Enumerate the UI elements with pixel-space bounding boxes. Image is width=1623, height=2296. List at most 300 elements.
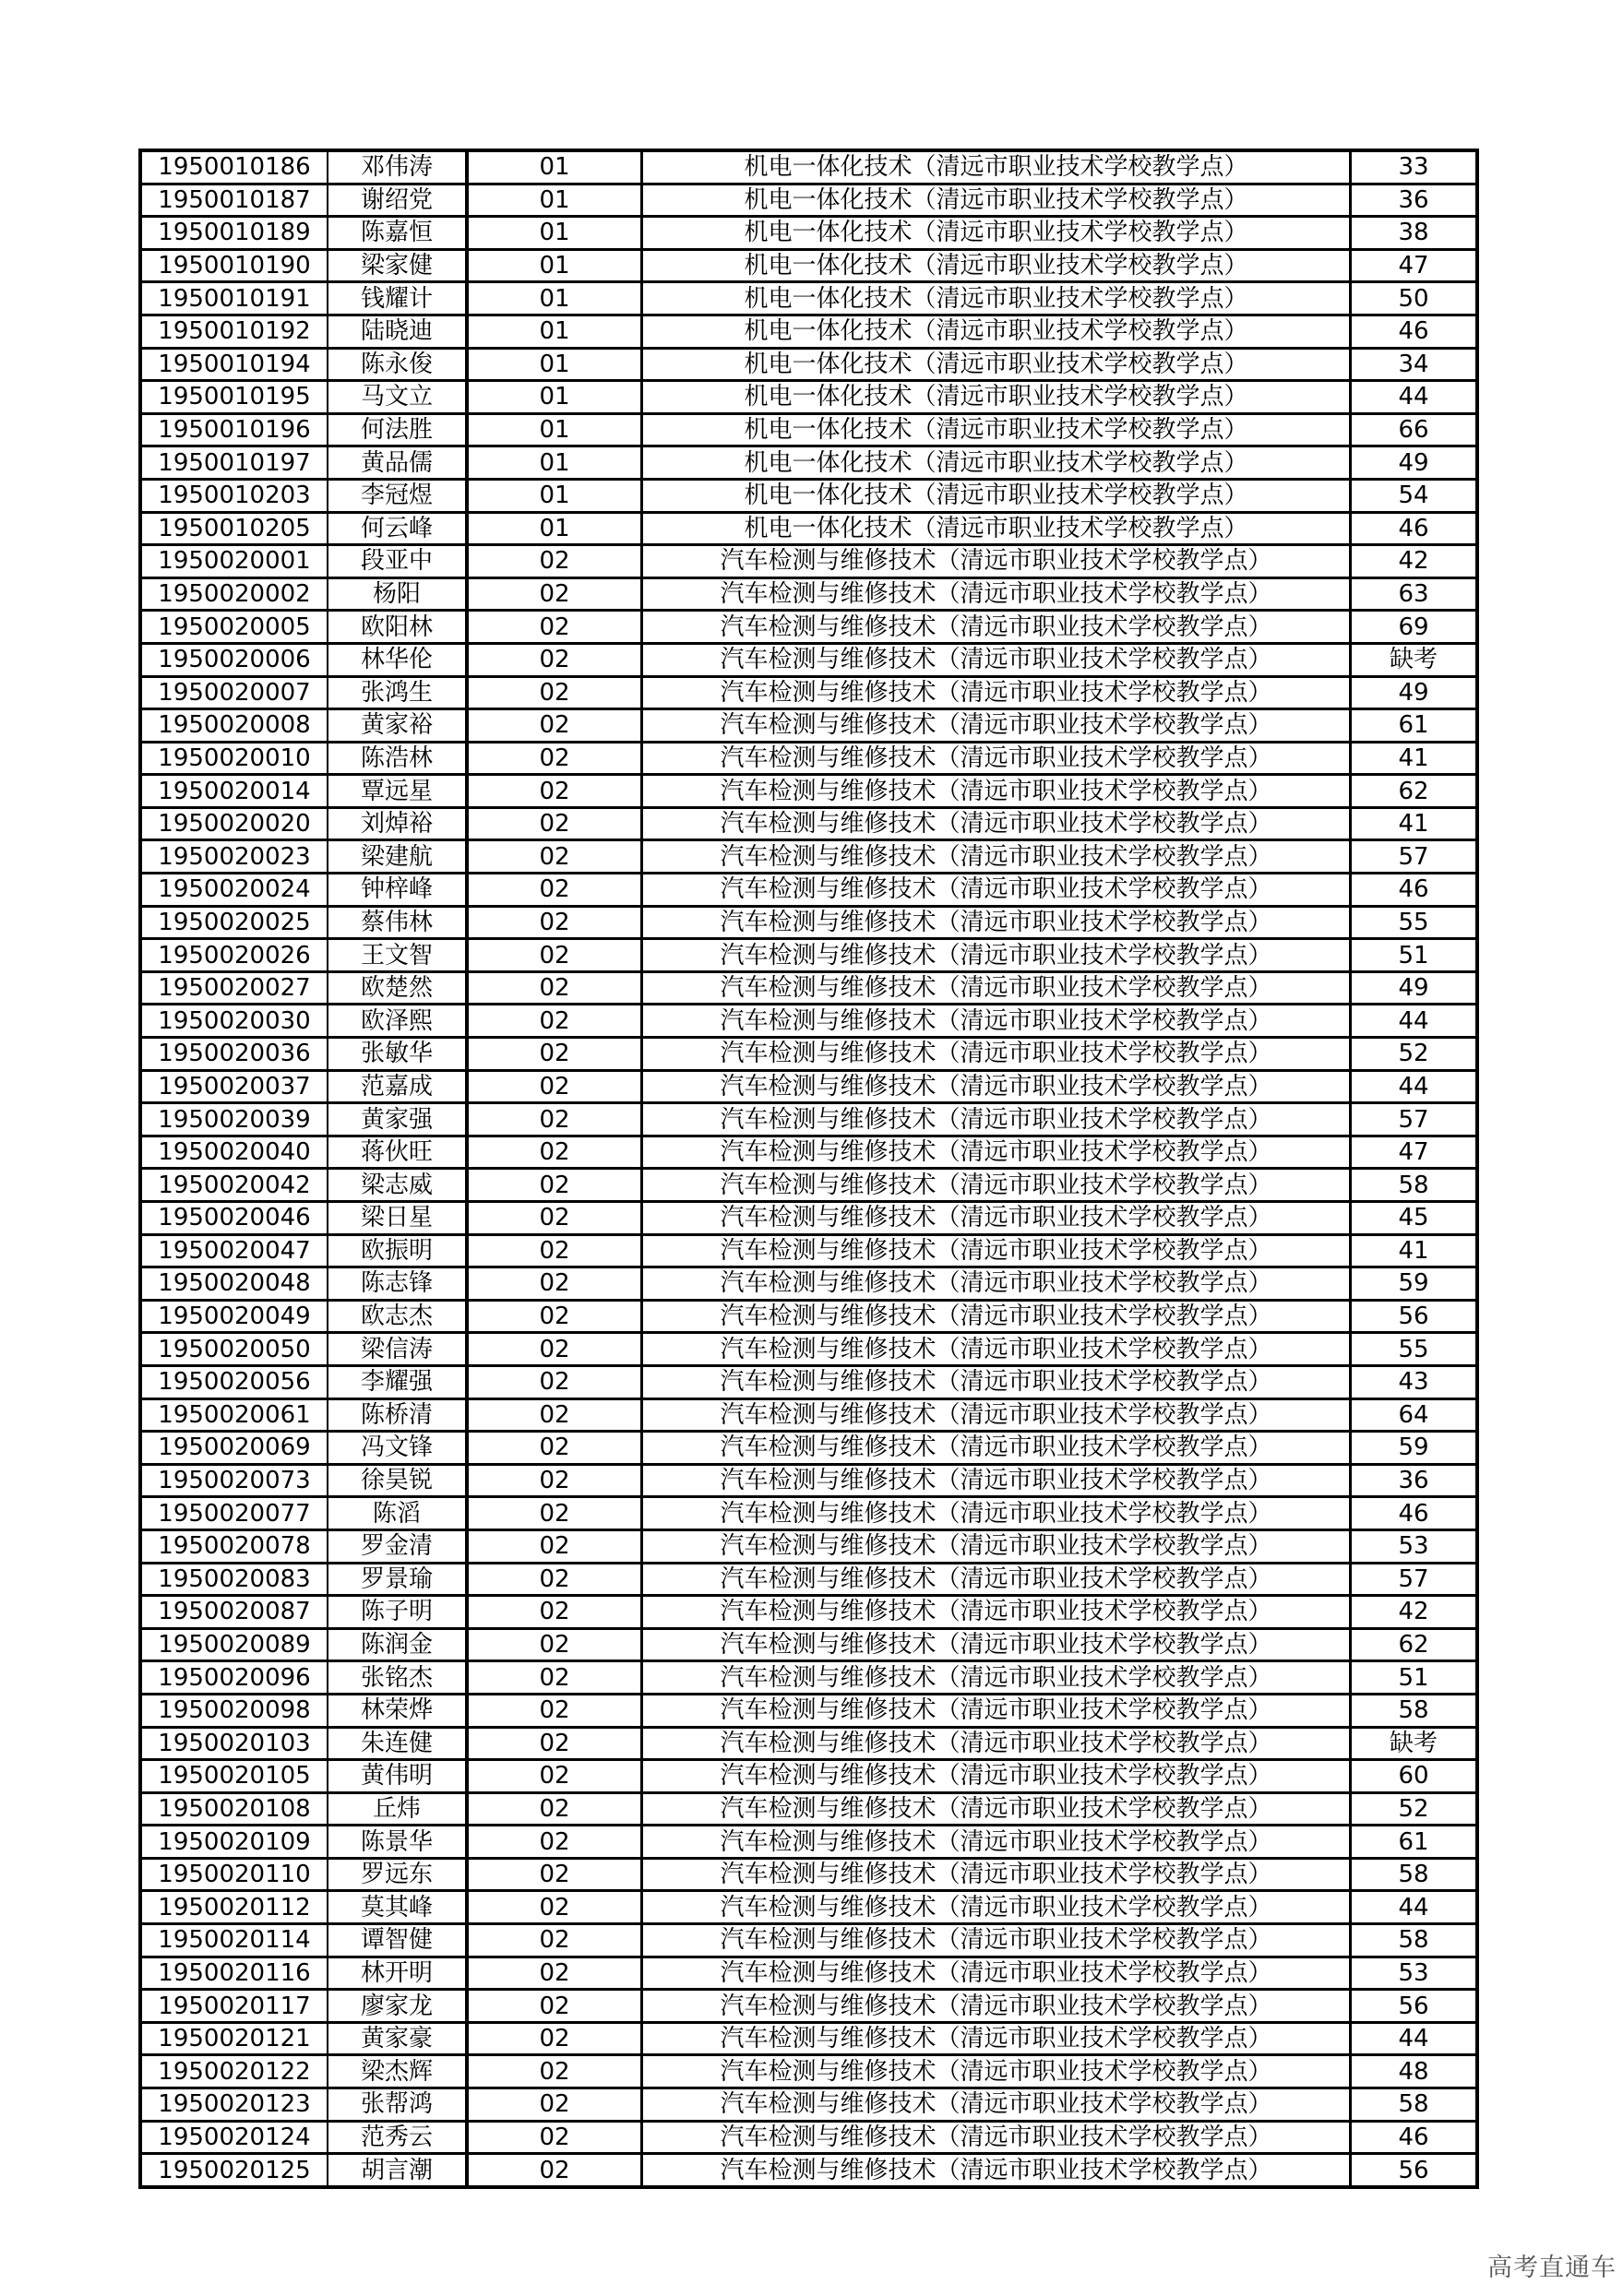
- table-row: [140, 1398, 1477, 1432]
- table-row: [140, 1858, 1477, 1891]
- major-code-cell: 01: [467, 446, 642, 480]
- major-code-cell: 02: [467, 1596, 642, 1629]
- student-name-cell: 张铭杰: [328, 1661, 467, 1695]
- major-code-cell: 01: [467, 217, 642, 250]
- table-row: [140, 939, 1477, 972]
- student-name-cell: 陈浩林: [328, 742, 467, 775]
- major-code-cell: 02: [467, 775, 642, 808]
- major-code-cell: 02: [467, 1628, 642, 1661]
- table-row: [140, 413, 1477, 446]
- score-cell: 44: [1351, 2022, 1478, 2055]
- major-code-cell: 02: [467, 1497, 642, 1530]
- major-name-cell: 汽车检测与维修技术（清远市职业技术学校教学点）: [642, 2154, 1351, 2187]
- student-name-cell: 梁家健: [328, 249, 467, 282]
- table-row: [140, 1497, 1477, 1530]
- table-row: [140, 1169, 1477, 1202]
- table-row: [140, 1891, 1477, 1924]
- watermark-text: 高考直通车: [1487, 2254, 1617, 2282]
- major-name-cell: 机电一体化技术（清远市职业技术学校教学点）: [642, 282, 1351, 315]
- major-name-cell: 汽车检测与维修技术（清远市职业技术学校教学点）: [642, 2088, 1351, 2122]
- score-cell: 54: [1351, 479, 1478, 512]
- major-name-cell: 汽车检测与维修技术（清远市职业技术学校教学点）: [642, 1103, 1351, 1136]
- student-id-cell: 1950020050: [140, 1333, 328, 1366]
- major-name-cell: 汽车检测与维修技术（清远市职业技术学校教学点）: [642, 874, 1351, 907]
- table-row: [140, 1103, 1477, 1136]
- major-code-cell: 02: [467, 807, 642, 840]
- score-cell: 57: [1351, 1563, 1478, 1596]
- score-cell: 64: [1351, 1398, 1478, 1432]
- major-name-cell: 汽车检测与维修技术（清远市职业技术学校教学点）: [642, 1234, 1351, 1267]
- major-code-cell: 02: [467, 874, 642, 907]
- score-cell: 46: [1351, 315, 1478, 348]
- major-name-cell: 汽车检测与维修技术（清远市职业技术学校教学点）: [642, 2055, 1351, 2088]
- student-name-cell: 陈滔: [328, 1497, 467, 1530]
- major-name-cell: 汽车检测与维修技术（清远市职业技术学校教学点）: [642, 807, 1351, 840]
- student-id-cell: 1950020039: [140, 1103, 328, 1136]
- major-name-cell: 汽车检测与维修技术（清远市职业技术学校教学点）: [642, 1760, 1351, 1793]
- student-name-cell: 范秀云: [328, 2121, 467, 2154]
- major-name-cell: 汽车检测与维修技术（清远市职业技术学校教学点）: [642, 1529, 1351, 1563]
- major-code-cell: 02: [467, 1694, 642, 1727]
- student-id-cell: 1950020024: [140, 874, 328, 907]
- student-id-cell: 1950020069: [140, 1432, 328, 1465]
- major-name-cell: 机电一体化技术（清远市职业技术学校教学点）: [642, 348, 1351, 381]
- score-cell: 58: [1351, 1169, 1478, 1202]
- student-name-cell: 黄家豪: [328, 2022, 467, 2055]
- student-id-cell: 1950010196: [140, 413, 328, 446]
- student-name-cell: 莫其峰: [328, 1891, 467, 1924]
- major-code-cell: 02: [467, 742, 642, 775]
- score-cell: 55: [1351, 906, 1478, 939]
- major-code-cell: 02: [467, 577, 642, 611]
- major-name-cell: 机电一体化技术（清远市职业技术学校教学点）: [642, 184, 1351, 217]
- student-name-cell: 欧楚然: [328, 971, 467, 1005]
- table-row: [140, 1365, 1477, 1398]
- table-row: [140, 643, 1477, 676]
- student-id-cell: 1950020098: [140, 1694, 328, 1727]
- student-id-cell: 1950020103: [140, 1727, 328, 1760]
- student-id-cell: 1950020027: [140, 971, 328, 1005]
- major-name-cell: 汽车检测与维修技术（清远市职业技术学校教学点）: [642, 1826, 1351, 1859]
- student-name-cell: 陈子明: [328, 1596, 467, 1629]
- student-id-cell: 1950020010: [140, 742, 328, 775]
- major-code-cell: 02: [467, 1432, 642, 1465]
- table-row: [140, 1300, 1477, 1333]
- score-cell: 46: [1351, 1497, 1478, 1530]
- student-name-cell: 邓伟涛: [328, 150, 467, 184]
- table-row: [140, 1957, 1477, 1990]
- student-name-cell: 段亚中: [328, 545, 467, 578]
- student-name-cell: 欧泽熙: [328, 1005, 467, 1038]
- table-row: [140, 1694, 1477, 1727]
- score-cell: 63: [1351, 577, 1478, 611]
- student-id-cell: 1950010205: [140, 512, 328, 545]
- student-id-cell: 1950010195: [140, 381, 328, 414]
- student-id-cell: 1950020089: [140, 1628, 328, 1661]
- score-cell: 58: [1351, 2088, 1478, 2122]
- major-code-cell: 02: [467, 1661, 642, 1695]
- student-name-cell: 梁杰辉: [328, 2055, 467, 2088]
- student-id-cell: 1950020048: [140, 1267, 328, 1301]
- student-id-cell: 1950020061: [140, 1398, 328, 1432]
- student-id-cell: 1950020037: [140, 1070, 328, 1103]
- student-name-cell: 林华伦: [328, 643, 467, 676]
- student-name-cell: 梁日星: [328, 1202, 467, 1235]
- score-cell: 53: [1351, 1957, 1478, 1990]
- student-id-cell: 1950010189: [140, 217, 328, 250]
- student-name-cell: 陈志锋: [328, 1267, 467, 1301]
- student-name-cell: 覃远星: [328, 775, 467, 808]
- score-cell: 69: [1351, 611, 1478, 644]
- major-code-cell: 02: [467, 611, 642, 644]
- table-row: [140, 282, 1477, 315]
- student-name-cell: 廖家龙: [328, 1990, 467, 2023]
- table-row: [140, 1661, 1477, 1695]
- table-row: [140, 577, 1477, 611]
- major-code-cell: 02: [467, 1398, 642, 1432]
- table-row: [140, 2154, 1477, 2187]
- score-cell: 57: [1351, 1103, 1478, 1136]
- major-code-cell: 02: [467, 545, 642, 578]
- table-row: [140, 906, 1477, 939]
- student-name-cell: 李耀强: [328, 1365, 467, 1398]
- table-row: [140, 676, 1477, 709]
- student-id-cell: 1950020116: [140, 1957, 328, 1990]
- student-id-cell: 1950020002: [140, 577, 328, 611]
- table-row: [140, 1924, 1477, 1957]
- student-name-cell: 蔡伟林: [328, 906, 467, 939]
- major-name-cell: 汽车检测与维修技术（清远市职业技术学校教学点）: [642, 1333, 1351, 1366]
- major-code-cell: 02: [467, 1169, 642, 1202]
- student-id-cell: 1950020108: [140, 1792, 328, 1826]
- student-id-cell: 1950020117: [140, 1990, 328, 2023]
- major-code-cell: 02: [467, 1464, 642, 1497]
- student-id-cell: 1950020025: [140, 906, 328, 939]
- table-row: [140, 1628, 1477, 1661]
- table-row: [140, 184, 1477, 217]
- major-name-cell: 汽车检测与维修技术（清远市职业技术学校教学点）: [642, 1858, 1351, 1891]
- student-name-cell: 冯文锋: [328, 1432, 467, 1465]
- table-row: [140, 2055, 1477, 2088]
- table-row: [140, 2088, 1477, 2122]
- table-row: [140, 807, 1477, 840]
- major-name-cell: 汽车检测与维修技术（清远市职业技术学校教学点）: [642, 971, 1351, 1005]
- table-row: [140, 1464, 1477, 1497]
- table-row: [140, 1826, 1477, 1859]
- student-name-cell: 蒋伙旺: [328, 1136, 467, 1169]
- major-name-cell: 机电一体化技术（清远市职业技术学校教学点）: [642, 512, 1351, 545]
- major-code-cell: 01: [467, 413, 642, 446]
- student-id-cell: 1950020096: [140, 1661, 328, 1695]
- student-name-cell: 黄家强: [328, 1103, 467, 1136]
- major-name-cell: 机电一体化技术（清远市职业技术学校教学点）: [642, 381, 1351, 414]
- major-code-cell: 02: [467, 1267, 642, 1301]
- student-name-cell: 何法胜: [328, 413, 467, 446]
- major-name-cell: 机电一体化技术（清远市职业技术学校教学点）: [642, 446, 1351, 480]
- student-id-cell: 1950010192: [140, 315, 328, 348]
- score-cell: 57: [1351, 840, 1478, 874]
- score-cell: 45: [1351, 1202, 1478, 1235]
- student-id-cell: 1950010191: [140, 282, 328, 315]
- student-id-cell: 1950020087: [140, 1596, 328, 1629]
- major-code-cell: 02: [467, 1038, 642, 1071]
- score-cell: 44: [1351, 1891, 1478, 1924]
- score-cell: 58: [1351, 1924, 1478, 1957]
- student-id-cell: 1950010197: [140, 446, 328, 480]
- major-name-cell: 机电一体化技术（清远市职业技术学校教学点）: [642, 315, 1351, 348]
- major-name-cell: 汽车检测与维修技术（清远市职业技术学校教学点）: [642, 939, 1351, 972]
- student-id-cell: 1950010186: [140, 150, 328, 184]
- major-name-cell: 汽车检测与维修技术（清远市职业技术学校教学点）: [642, 2022, 1351, 2055]
- major-name-cell: 汽车检测与维修技术（清远市职业技术学校教学点）: [642, 1038, 1351, 1071]
- student-name-cell: 丘炜: [328, 1792, 467, 1826]
- score-cell: 46: [1351, 512, 1478, 545]
- student-name-cell: 梁志威: [328, 1169, 467, 1202]
- table-row: [140, 874, 1477, 907]
- major-name-cell: 汽车检测与维修技术（清远市职业技术学校教学点）: [642, 2121, 1351, 2154]
- major-code-cell: 02: [467, 676, 642, 709]
- major-code-cell: 02: [467, 1333, 642, 1366]
- table-row: [140, 611, 1477, 644]
- major-name-cell: 汽车检测与维修技术（清远市职业技术学校教学点）: [642, 840, 1351, 874]
- student-name-cell: 谢绍党: [328, 184, 467, 217]
- score-cell: 47: [1351, 1136, 1478, 1169]
- score-cell: 60: [1351, 1760, 1478, 1793]
- table-row: [140, 2022, 1477, 2055]
- major-code-cell: 02: [467, 2121, 642, 2154]
- table-row: [140, 1038, 1477, 1071]
- student-name-cell: 罗景瑜: [328, 1563, 467, 1596]
- student-name-cell: 钟梓峰: [328, 874, 467, 907]
- major-code-cell: 02: [467, 971, 642, 1005]
- score-cell: 42: [1351, 545, 1478, 578]
- table-row: [140, 1563, 1477, 1596]
- student-name-cell: 林荣烨: [328, 1694, 467, 1727]
- score-cell: 46: [1351, 2121, 1478, 2154]
- major-code-cell: 01: [467, 381, 642, 414]
- major-code-cell: 02: [467, 709, 642, 743]
- student-name-cell: 黄品儒: [328, 446, 467, 480]
- table-row: [140, 217, 1477, 250]
- major-name-cell: 机电一体化技术（清远市职业技术学校教学点）: [642, 217, 1351, 250]
- major-code-cell: 01: [467, 479, 642, 512]
- major-name-cell: 汽车检测与维修技术（清远市职业技术学校教学点）: [642, 742, 1351, 775]
- student-name-cell: 谭智健: [328, 1924, 467, 1957]
- major-code-cell: 02: [467, 1792, 642, 1826]
- student-id-cell: 1950010194: [140, 348, 328, 381]
- major-name-cell: 汽车检测与维修技术（清远市职业技术学校教学点）: [642, 775, 1351, 808]
- score-cell: 49: [1351, 971, 1478, 1005]
- major-code-cell: 02: [467, 1070, 642, 1103]
- score-cell: 52: [1351, 1038, 1478, 1071]
- major-code-cell: 02: [467, 2088, 642, 2122]
- major-code-cell: 01: [467, 512, 642, 545]
- student-name-cell: 陆晓迪: [328, 315, 467, 348]
- student-id-cell: 1950020006: [140, 643, 328, 676]
- table-row: [140, 1792, 1477, 1826]
- student-id-cell: 1950020005: [140, 611, 328, 644]
- student-id-cell: 1950010190: [140, 249, 328, 282]
- student-id-cell: 1950010203: [140, 479, 328, 512]
- student-id-cell: 1950020046: [140, 1202, 328, 1235]
- score-cell: 62: [1351, 775, 1478, 808]
- major-name-cell: 汽车检测与维修技术（清远市职业技术学校教学点）: [642, 1661, 1351, 1695]
- table-row: [140, 1990, 1477, 2023]
- major-code-cell: 02: [467, 1300, 642, 1333]
- student-name-cell: 范嘉成: [328, 1070, 467, 1103]
- major-code-cell: 02: [467, 1826, 642, 1859]
- score-cell: 41: [1351, 1234, 1478, 1267]
- score-cell: 47: [1351, 249, 1478, 282]
- table-row: [140, 479, 1477, 512]
- student-id-cell: 1950020114: [140, 1924, 328, 1957]
- major-code-cell: 02: [467, 1924, 642, 1957]
- score-cell: 44: [1351, 1070, 1478, 1103]
- major-code-cell: 02: [467, 1891, 642, 1924]
- student-name-cell: 杨阳: [328, 577, 467, 611]
- major-name-cell: 汽车检测与维修技术（清远市职业技术学校教学点）: [642, 709, 1351, 743]
- student-name-cell: 张敏华: [328, 1038, 467, 1071]
- major-name-cell: 汽车检测与维修技术（清远市职业技术学校教学点）: [642, 1792, 1351, 1826]
- table-row: [140, 512, 1477, 545]
- major-name-cell: 汽车检测与维修技术（清远市职业技术学校教学点）: [642, 1005, 1351, 1038]
- score-cell: 61: [1351, 709, 1478, 743]
- score-cell: 62: [1351, 1628, 1478, 1661]
- student-name-cell: 欧阳林: [328, 611, 467, 644]
- major-name-cell: 汽车检测与维修技术（清远市职业技术学校教学点）: [642, 577, 1351, 611]
- score-cell: 44: [1351, 1005, 1478, 1038]
- major-name-cell: 机电一体化技术（清远市职业技术学校教学点）: [642, 249, 1351, 282]
- score-cell: 46: [1351, 874, 1478, 907]
- major-name-cell: 汽车检测与维修技术（清远市职业技术学校教学点）: [642, 1267, 1351, 1301]
- table-row: [140, 1333, 1477, 1366]
- score-cell: 59: [1351, 1432, 1478, 1465]
- major-name-cell: 汽车检测与维修技术（清远市职业技术学校教学点）: [642, 1563, 1351, 1596]
- student-name-cell: 林开明: [328, 1957, 467, 1990]
- student-id-cell: 1950020078: [140, 1529, 328, 1563]
- score-cell: 58: [1351, 1858, 1478, 1891]
- table-row: [140, 1529, 1477, 1563]
- student-name-cell: 陈景华: [328, 1826, 467, 1859]
- student-name-cell: 李冠煜: [328, 479, 467, 512]
- major-name-cell: 汽车检测与维修技术（清远市职业技术学校教学点）: [642, 1497, 1351, 1530]
- major-name-cell: 汽车检测与维修技术（清远市职业技术学校教学点）: [642, 1202, 1351, 1235]
- major-name-cell: 汽车检测与维修技术（清远市职业技术学校教学点）: [642, 1300, 1351, 1333]
- student-name-cell: 马文立: [328, 381, 467, 414]
- major-code-cell: 02: [467, 1760, 642, 1793]
- student-id-cell: 1950020049: [140, 1300, 328, 1333]
- score-cell: 44: [1351, 381, 1478, 414]
- score-cell: 56: [1351, 1990, 1478, 2023]
- score-cell: 51: [1351, 939, 1478, 972]
- table-row: [140, 1760, 1477, 1793]
- student-id-cell: 1950020112: [140, 1891, 328, 1924]
- table-row: [140, 742, 1477, 775]
- student-id-cell: 1950020040: [140, 1136, 328, 1169]
- score-cell: 66: [1351, 413, 1478, 446]
- table-row: [140, 840, 1477, 874]
- student-id-cell: 1950020073: [140, 1464, 328, 1497]
- student-name-cell: 陈润金: [328, 1628, 467, 1661]
- score-cell: 缺考: [1351, 1727, 1478, 1760]
- score-cell: 59: [1351, 1267, 1478, 1301]
- major-name-cell: 汽车检测与维修技术（清远市职业技术学校教学点）: [642, 1070, 1351, 1103]
- major-code-cell: 02: [467, 1103, 642, 1136]
- major-name-cell: 汽车检测与维修技术（清远市职业技术学校教学点）: [642, 1596, 1351, 1629]
- major-code-cell: 01: [467, 249, 642, 282]
- major-code-cell: 02: [467, 906, 642, 939]
- student-id-cell: 1950020047: [140, 1234, 328, 1267]
- student-name-cell: 黄伟明: [328, 1760, 467, 1793]
- major-code-cell: 01: [467, 184, 642, 217]
- student-id-cell: 1950020105: [140, 1760, 328, 1793]
- score-cell: 49: [1351, 446, 1478, 480]
- student-name-cell: 陈永俊: [328, 348, 467, 381]
- student-name-cell: 陈嘉恒: [328, 217, 467, 250]
- student-id-cell: 1950020123: [140, 2088, 328, 2122]
- major-name-cell: 机电一体化技术（清远市职业技术学校教学点）: [642, 150, 1351, 184]
- student-name-cell: 罗远东: [328, 1858, 467, 1891]
- major-code-cell: 02: [467, 2022, 642, 2055]
- student-id-cell: 1950020008: [140, 709, 328, 743]
- major-code-cell: 01: [467, 150, 642, 184]
- student-id-cell: 1950020014: [140, 775, 328, 808]
- table-row: [140, 315, 1477, 348]
- student-id-cell: 1950020121: [140, 2022, 328, 2055]
- score-cell: 51: [1351, 1661, 1478, 1695]
- student-name-cell: 欧振明: [328, 1234, 467, 1267]
- major-code-cell: 02: [467, 1727, 642, 1760]
- score-cell: 42: [1351, 1596, 1478, 1629]
- major-name-cell: 汽车检测与维修技术（清远市职业技术学校教学点）: [642, 545, 1351, 578]
- score-cell: 56: [1351, 2154, 1478, 2187]
- score-cell: 41: [1351, 807, 1478, 840]
- major-name-cell: 汽车检测与维修技术（清远市职业技术学校教学点）: [642, 1432, 1351, 1465]
- student-name-cell: 钱耀计: [328, 282, 467, 315]
- student-id-cell: 1950020125: [140, 2154, 328, 2187]
- table-row: [140, 1005, 1477, 1038]
- student-id-cell: 1950020124: [140, 2121, 328, 2154]
- student-id-cell: 1950020109: [140, 1826, 328, 1859]
- table-row: [140, 1070, 1477, 1103]
- student-name-cell: 朱连健: [328, 1727, 467, 1760]
- major-code-cell: 02: [467, 1529, 642, 1563]
- student-id-cell: 1950020056: [140, 1365, 328, 1398]
- student-name-cell: 徐昊锐: [328, 1464, 467, 1497]
- major-name-cell: 汽车检测与维修技术（清远市职业技术学校教学点）: [642, 1398, 1351, 1432]
- score-table-body: [140, 150, 1477, 2187]
- score-cell: 53: [1351, 1529, 1478, 1563]
- student-name-cell: 王文智: [328, 939, 467, 972]
- major-name-cell: 机电一体化技术（清远市职业技术学校教学点）: [642, 479, 1351, 512]
- student-name-cell: 张帮鸿: [328, 2088, 467, 2122]
- student-name-cell: 陈桥清: [328, 1398, 467, 1432]
- student-id-cell: 1950020020: [140, 807, 328, 840]
- score-cell: 52: [1351, 1792, 1478, 1826]
- score-table: [138, 149, 1479, 2189]
- major-name-cell: 汽车检测与维修技术（清远市职业技术学校教学点）: [642, 1694, 1351, 1727]
- table-row: [140, 775, 1477, 808]
- major-code-cell: 02: [467, 643, 642, 676]
- table-row: [140, 1267, 1477, 1301]
- student-id-cell: 1950020036: [140, 1038, 328, 1071]
- major-code-cell: 02: [467, 1990, 642, 2023]
- major-code-cell: 02: [467, 1563, 642, 1596]
- major-code-cell: 01: [467, 282, 642, 315]
- table-row: [140, 150, 1477, 184]
- table-row: [140, 709, 1477, 743]
- major-code-cell: 02: [467, 2055, 642, 2088]
